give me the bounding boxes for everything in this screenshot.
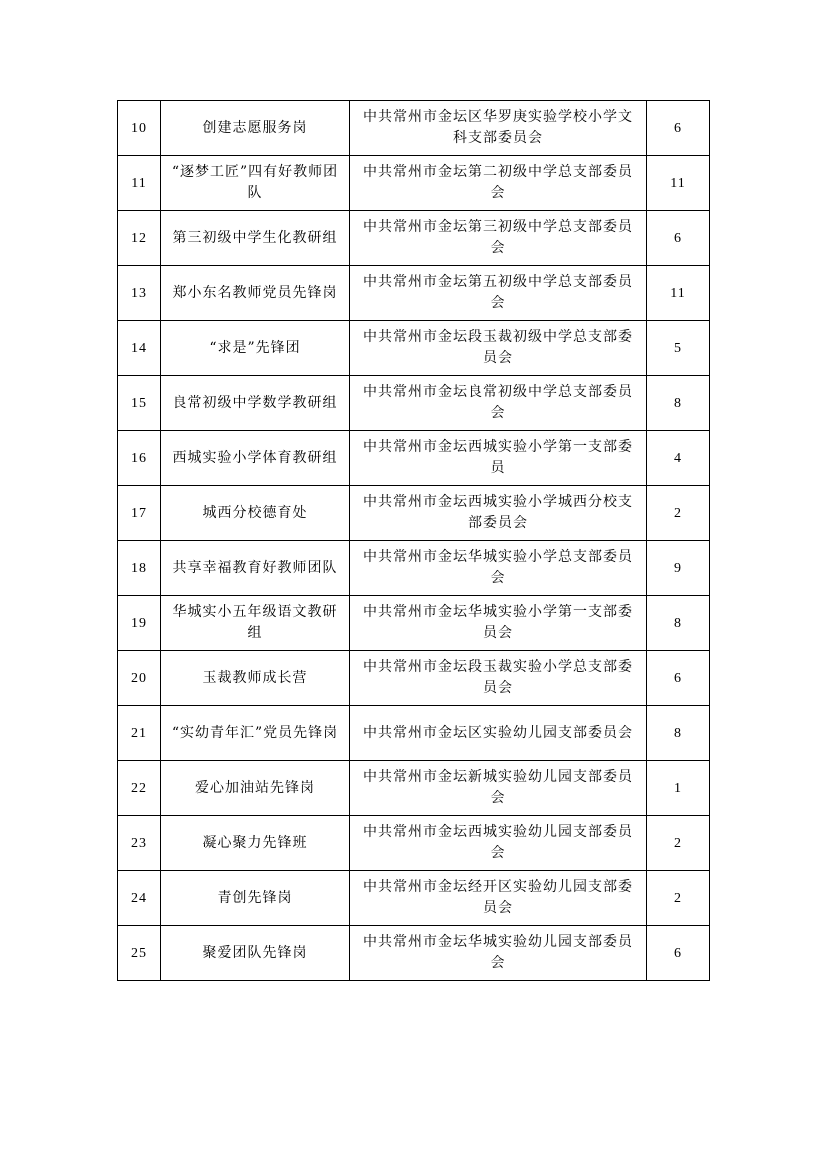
party-organization-text: 中共常州市金坛区实验幼儿园支部委员会 [363,724,633,741]
party-organization [350,156,647,211]
row-number: 15 [118,376,161,431]
team-name-text: 华城实小五年级语文教研组 [172,604,338,641]
member-count: 9 [647,541,710,596]
team-name-text: 聚爱团队先锋岗 [202,944,308,961]
table-row [118,211,710,266]
team-name [161,101,350,156]
team-name [161,486,350,541]
party-organization [350,266,647,321]
row-number: 12 [118,211,161,266]
team-name-text: “逐梦工匠”四有好教师团队 [171,164,339,201]
member-count: 8 [647,376,710,431]
table-row [118,156,710,211]
party-organization-text: 中共常州市金坛区华罗庚实验学校小学文科支部委员会 [363,109,633,146]
table-row [118,431,710,486]
party-organization [350,541,647,596]
records-table [117,100,710,981]
party-organization-text: 中共常州市金坛华城实验小学总支部委员会 [363,549,633,586]
row-number: 23 [118,816,161,871]
row-number: 18 [118,541,161,596]
party-organization [350,651,647,706]
row-number: 17 [118,486,161,541]
team-name [161,156,350,211]
team-name-text: 爱心加油站先锋岗 [195,779,315,796]
team-name-text: 凝心聚力先锋班 [202,834,308,851]
table-row [118,926,710,981]
row-number: 19 [118,596,161,651]
team-name-text: 共享幸福教育好教师团队 [172,559,338,576]
team-name [161,926,350,981]
party-organization [350,321,647,376]
member-count: 6 [647,651,710,706]
table-row [118,541,710,596]
team-name-text: “实幼青年汇”党员先锋岗 [171,724,339,741]
table-row [118,651,710,706]
team-name [161,651,350,706]
table-row [118,596,710,651]
party-organization-text: 中共常州市金坛经开区实验幼儿园支部委员会 [363,879,633,916]
team-name [161,596,350,651]
team-name-text: 玉裁教师成长营 [202,669,308,686]
member-count: 1 [647,761,710,816]
party-organization-text: 中共常州市金坛西城实验幼儿园支部委员会 [363,824,633,861]
member-count: 11 [647,156,710,211]
team-name-text: 良常初级中学数学教研组 [172,394,338,411]
team-name-text: 第三初级中学生化教研组 [172,229,338,246]
table-row [118,761,710,816]
team-name [161,541,350,596]
table-row [118,321,710,376]
party-organization-text: 中共常州市金坛西城实验小学城西分校支部委员会 [363,494,633,531]
row-number: 13 [118,266,161,321]
member-count: 6 [647,926,710,981]
team-name-text: 城西分校德育处 [202,504,308,521]
party-organization [350,431,647,486]
team-name [161,761,350,816]
row-number: 10 [118,101,161,156]
member-count: 2 [647,871,710,926]
party-organization-text: 中共常州市金坛第二初级中学总支部委员会 [363,164,633,201]
table-row [118,871,710,926]
table-row [118,376,710,431]
row-number: 14 [118,321,161,376]
party-organization [350,211,647,266]
party-organization [350,761,647,816]
party-organization-text: 中共常州市金坛第五初级中学总支部委员会 [363,274,633,311]
party-organization-text: 中共常州市金坛段玉裁初级中学总支部委员会 [363,329,633,366]
row-number: 21 [118,706,161,761]
team-name-text: 青创先锋岗 [217,889,293,906]
team-name-text: 西城实验小学体育教研组 [172,449,338,466]
team-name-text: “求是”先锋团 [209,339,301,356]
team-name-text: 创建志愿服务岗 [202,119,308,136]
member-count: 6 [647,211,710,266]
row-number: 25 [118,926,161,981]
party-organization [350,871,647,926]
row-number: 16 [118,431,161,486]
team-name [161,706,350,761]
party-organization-text: 中共常州市金坛新城实验幼儿园支部委员会 [363,769,633,806]
team-name [161,376,350,431]
party-organization [350,101,647,156]
member-count: 2 [647,486,710,541]
member-count: 2 [647,816,710,871]
party-organization [350,596,647,651]
member-count: 4 [647,431,710,486]
party-organization-text: 中共常州市金坛华城实验小学第一支部委员会 [363,604,633,641]
table-row [118,706,710,761]
table-row [118,486,710,541]
records-table-body [118,101,710,981]
party-organization-text: 中共常州市金坛段玉裁实验小学总支部委员会 [363,659,633,696]
member-count: 8 [647,706,710,761]
member-count: 11 [647,266,710,321]
row-number: 11 [118,156,161,211]
table-row [118,101,710,156]
table-row [118,816,710,871]
team-name [161,816,350,871]
party-organization [350,376,647,431]
team-name [161,871,350,926]
party-organization [350,706,647,761]
member-count: 5 [647,321,710,376]
party-organization [350,486,647,541]
row-number: 24 [118,871,161,926]
table-row [118,266,710,321]
party-organization-text: 中共常州市金坛第三初级中学总支部委员会 [363,219,633,256]
team-name-text: 郑小东名教师党员先锋岗 [172,284,338,301]
party-organization [350,816,647,871]
team-name [161,431,350,486]
party-organization-text: 中共常州市金坛华城实验幼儿园支部委员会 [363,934,633,971]
team-name [161,266,350,321]
row-number: 20 [118,651,161,706]
party-organization-text: 中共常州市金坛良常初级中学总支部委员会 [363,384,633,421]
party-organization [350,926,647,981]
party-organization-text: 中共常州市金坛西城实验小学第一支部委员 [363,439,633,476]
team-name [161,211,350,266]
member-count: 8 [647,596,710,651]
member-count: 6 [647,101,710,156]
row-number: 22 [118,761,161,816]
team-name [161,321,350,376]
